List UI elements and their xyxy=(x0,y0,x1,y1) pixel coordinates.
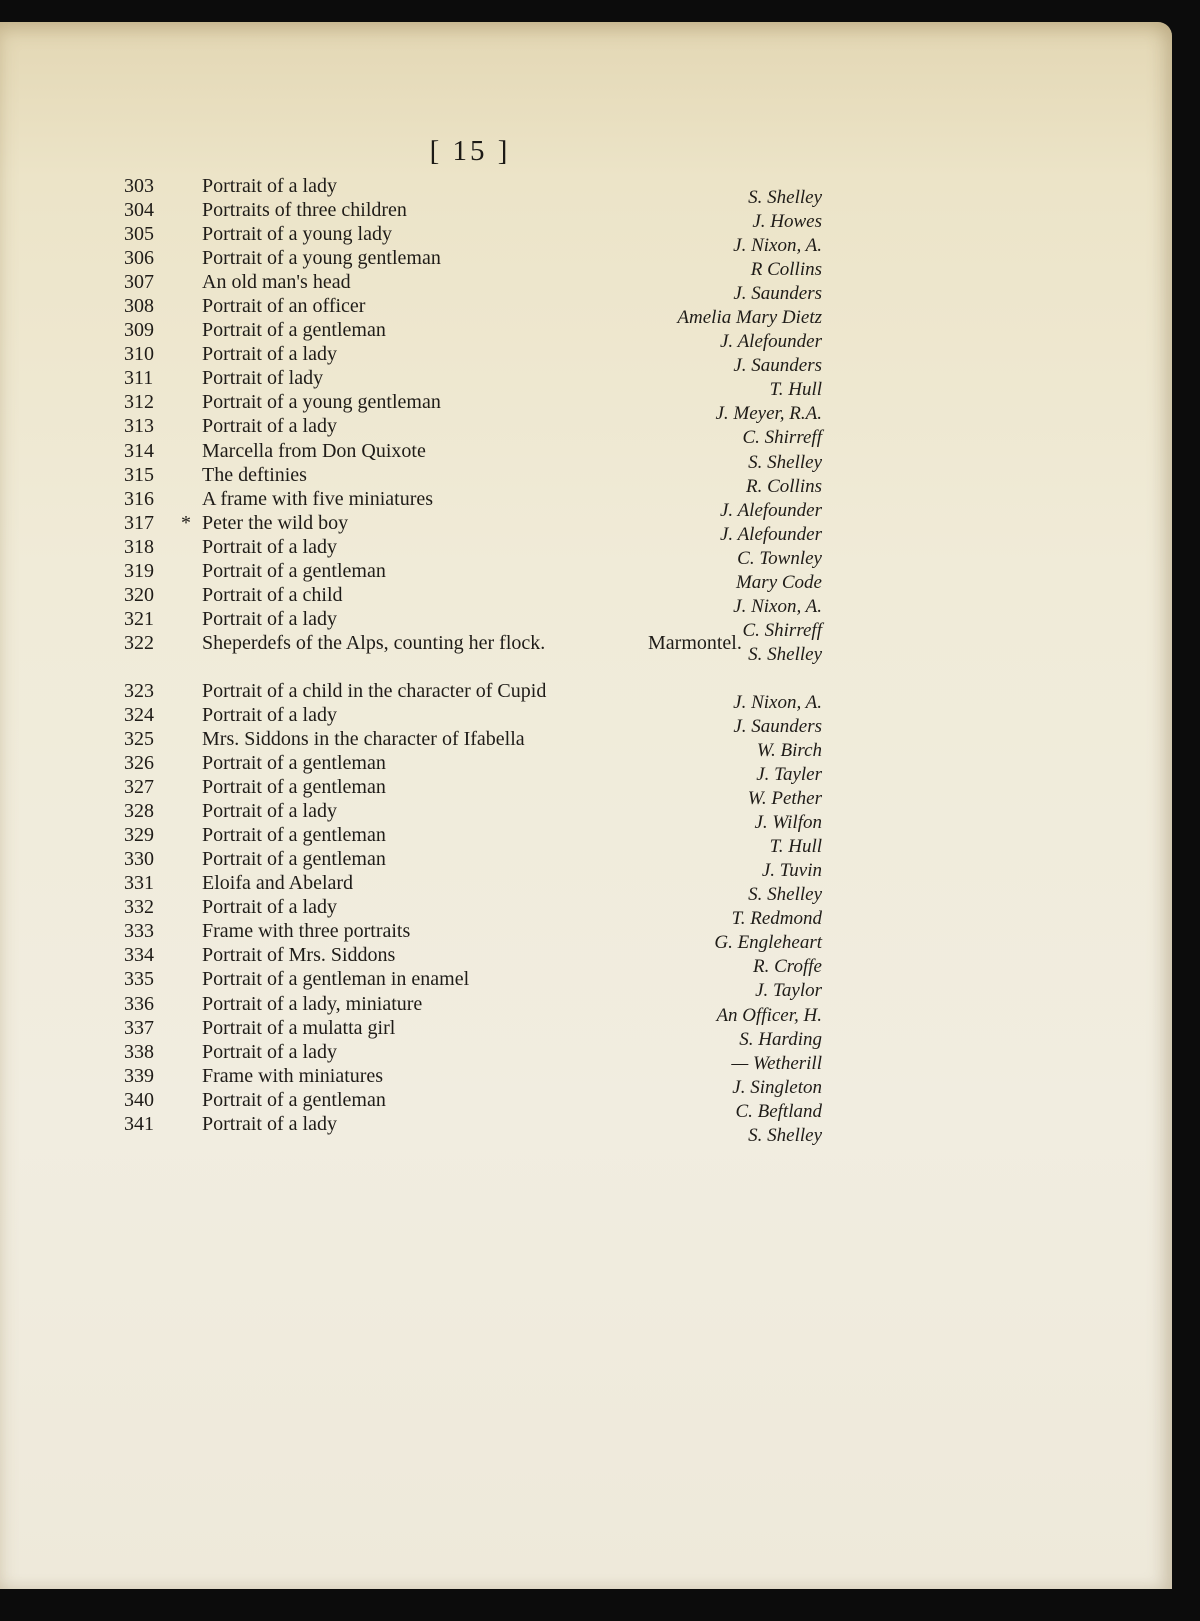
catalogue-entry xyxy=(0,318,1172,353)
catalogue-entry xyxy=(0,511,1172,545)
catalogue-entry xyxy=(0,535,1172,569)
catalogue-entry xyxy=(0,439,1172,473)
entry-number: 327 xyxy=(124,776,154,799)
entry-artist: R Collins xyxy=(750,259,822,281)
entry-title: Portrait of a lady xyxy=(202,896,337,919)
catalogue-entry xyxy=(0,1040,1172,1074)
entry-artist: C. Beftland xyxy=(735,1100,822,1122)
entry-title: Portrait of a gentleman xyxy=(202,559,386,582)
entry-artist: W. Pether xyxy=(747,788,822,810)
entry-artist: S. Shelley xyxy=(748,643,822,665)
entry-title: Portrait of a lady xyxy=(202,1112,337,1135)
entry-artist: An Officer, H. xyxy=(716,1004,822,1026)
page-number: [ 15 ] xyxy=(429,135,511,167)
entry-artist: T. Hull xyxy=(769,836,822,858)
entry-number: 336 xyxy=(124,992,154,1015)
entry-number: 311 xyxy=(124,367,154,390)
entry-artist: — Wetherill xyxy=(731,1052,822,1074)
entry-artist: J. Alefounder xyxy=(719,523,822,545)
entry-artist: J. Saunders xyxy=(733,283,822,305)
entry-artist: J. Saunders xyxy=(733,355,822,377)
entry-artist: J. Tuvin xyxy=(761,860,822,882)
entry-artist: S. Harding xyxy=(739,1028,822,1050)
entry-title: The deftinies xyxy=(202,463,307,486)
entry-artist: C. Shirreff xyxy=(742,427,822,449)
catalogue-entry xyxy=(0,871,1172,906)
entry-artist: T. Hull xyxy=(769,379,822,401)
entry-artist: C. Townley xyxy=(737,547,822,569)
entry-title: Portrait of an officer xyxy=(202,295,366,318)
catalogue-entry xyxy=(0,1016,1172,1050)
entry-title: Portrait of a lady xyxy=(202,535,337,558)
entry-title: Portrait of Mrs. Siddons xyxy=(202,944,396,967)
entry-number: 317 xyxy=(124,511,154,534)
entry-number: 321 xyxy=(124,607,154,630)
catalogue-entry xyxy=(0,727,1172,761)
entry-title: Sheperdefs of the Alps, counting her flock. xyxy=(202,631,546,654)
catalogue-entry xyxy=(0,583,1172,617)
entry-number: 315 xyxy=(124,463,154,486)
entry-artist: G. Engleheart xyxy=(714,932,822,954)
entry-title: Portrait of a mulatta girl xyxy=(202,1016,396,1039)
entry-number: 326 xyxy=(124,752,154,775)
entry-title: Portrait of a lady xyxy=(202,1040,337,1063)
entry-number: 337 xyxy=(124,1016,154,1039)
catalogue-entry xyxy=(0,294,1172,329)
entry-number: 329 xyxy=(124,824,154,847)
entry-number: 308 xyxy=(124,295,154,318)
catalogue-entry xyxy=(0,463,1172,497)
entry-title: A frame with five miniatures xyxy=(202,487,434,510)
catalogue-entry xyxy=(0,847,1172,882)
entry-title: Portrait of a young gentleman xyxy=(202,391,441,414)
catalogue-entries xyxy=(0,174,1172,1146)
entry-number: 309 xyxy=(124,319,154,342)
entry-note: Marmontel. xyxy=(648,631,742,654)
entry-number: 334 xyxy=(124,944,154,967)
entry-title: Peter the wild boy xyxy=(202,511,349,534)
catalogue-entry xyxy=(0,631,1172,679)
catalogue-entry xyxy=(0,414,1172,449)
entry-number: 316 xyxy=(124,487,154,510)
entry-title: An old man's head xyxy=(202,271,351,294)
entry-artist: J. Tayler xyxy=(756,764,822,786)
entry-title: Portrait of a lady xyxy=(202,415,337,438)
entry-number: 333 xyxy=(124,920,154,943)
entry-artist: R. Croffe xyxy=(753,956,822,978)
entry-number: 328 xyxy=(124,800,154,823)
catalogue-entry xyxy=(0,1112,1172,1146)
entry-artist: J. Saunders xyxy=(733,715,822,737)
entry-number: 320 xyxy=(124,583,154,606)
catalogue-entry xyxy=(0,390,1172,425)
entry-number: 340 xyxy=(124,1088,154,1111)
entry-number: 304 xyxy=(124,199,154,222)
entry-number: 325 xyxy=(124,727,154,750)
entry-title: Portrait of a gentleman xyxy=(202,319,386,342)
entry-title: Portrait of lady xyxy=(202,367,324,390)
entry-number: 313 xyxy=(124,415,154,438)
entry-number: 305 xyxy=(124,223,154,246)
entry-number: 319 xyxy=(124,559,154,582)
entry-artist: S. Shelley xyxy=(748,187,822,208)
entry-number: 318 xyxy=(124,535,154,558)
entry-artist: J. Howes xyxy=(752,211,822,233)
entry-number: 323 xyxy=(124,679,154,702)
entry-artist: J. Nixon, A. xyxy=(733,595,822,617)
entry-artist: S. Shelley xyxy=(748,884,822,906)
entry-artist: J. Alefounder xyxy=(719,331,822,353)
entry-artist: J. Wilfon xyxy=(754,812,822,834)
entry-number: 306 xyxy=(124,247,154,270)
entry-artist: Amelia Mary Dietz xyxy=(677,307,822,329)
entry-title: Portrait of a gentleman xyxy=(202,1088,386,1111)
entry-number: 310 xyxy=(124,343,154,366)
entry-number: 324 xyxy=(124,703,154,726)
catalogue-entry xyxy=(0,919,1172,954)
entry-title: Portrait of a gentleman xyxy=(202,752,386,775)
entry-title: Portrait of a lady, miniature xyxy=(202,992,423,1015)
catalogue-page xyxy=(0,22,1172,1589)
entry-artist: T. Redmond xyxy=(731,908,822,930)
catalogue-entry xyxy=(0,775,1172,810)
entry-number: 330 xyxy=(124,848,154,871)
entry-number: 335 xyxy=(124,968,154,991)
entry-number: 331 xyxy=(124,872,154,895)
catalogue-entry xyxy=(0,751,1172,786)
entry-title: Portrait of a lady xyxy=(202,607,337,630)
catalogue-entry xyxy=(0,967,1172,1002)
catalogue-entry xyxy=(0,943,1172,978)
entry-artist: J. Nixon, A. xyxy=(733,235,822,257)
entry-title: Portrait of a lady xyxy=(202,703,337,726)
entry-title: Frame with miniatures xyxy=(202,1064,384,1087)
entry-number: 307 xyxy=(124,271,154,294)
entry-title: Portrait of a lady xyxy=(202,343,337,366)
entry-title: Portrait of a gentleman xyxy=(202,848,386,871)
entry-number: 322 xyxy=(124,631,154,654)
entry-title: Portrait of a lady xyxy=(202,800,337,823)
entry-number: 338 xyxy=(124,1040,154,1063)
entry-number: 341 xyxy=(124,1112,154,1135)
catalogue-entry xyxy=(0,198,1172,233)
entry-artist: J. Singleton xyxy=(732,1076,822,1098)
entry-title: Portrait of a young gentleman xyxy=(202,247,441,270)
entry-title: Marcella from Don Quixote xyxy=(202,439,426,462)
entry-artist: J. Taylor xyxy=(755,980,822,1002)
entry-title: Portrait of a child xyxy=(202,583,343,606)
catalogue-entry xyxy=(0,1088,1172,1122)
entry-artist: S. Shelley xyxy=(748,1124,822,1146)
entry-artist: C. Shirreff xyxy=(742,619,822,641)
entry-title: Portrait of a child in the character of Cupid xyxy=(202,679,547,702)
entry-star: * xyxy=(181,511,191,534)
entry-artist: J. Alefounder xyxy=(719,499,822,521)
catalogue-entry xyxy=(0,895,1172,930)
entry-artist: R. Collins xyxy=(745,475,822,497)
entry-artist: J. Nixon, A. xyxy=(733,691,822,713)
catalogue-entry xyxy=(0,222,1172,257)
entry-title: Frame with three portraits xyxy=(202,920,411,943)
entry-title: Portrait of a gentleman in enamel xyxy=(202,968,470,991)
entry-artist: Mary Code xyxy=(735,571,822,593)
catalogue-entry xyxy=(0,270,1172,305)
entry-title: Portrait of a young lady xyxy=(202,223,392,246)
entry-title: Portrait of a gentleman xyxy=(202,776,386,799)
catalogue-entry xyxy=(0,174,1172,208)
catalogue-entry xyxy=(0,799,1172,834)
entry-number: 312 xyxy=(124,391,154,414)
entry-artist: W. Birch xyxy=(756,739,822,761)
catalogue-entry xyxy=(0,823,1172,858)
catalogue-entry xyxy=(0,703,1172,737)
entry-title: Portrait of a gentleman xyxy=(202,824,386,847)
entry-title: Mrs. Siddons in the character of Ifabella xyxy=(202,727,525,750)
catalogue-entry xyxy=(0,559,1172,593)
entry-number: 332 xyxy=(124,896,154,919)
entry-artist: J. Meyer, R.A. xyxy=(715,403,822,425)
catalogue-entry xyxy=(0,679,1172,713)
catalogue-entry xyxy=(0,992,1172,1026)
entry-title: Portraits of three children xyxy=(202,199,407,222)
catalogue-entry xyxy=(0,487,1172,521)
entry-artist: S. Shelley xyxy=(748,451,822,473)
catalogue-entry xyxy=(0,342,1172,377)
entry-title: Portrait of a lady xyxy=(202,175,337,197)
entry-title: Eloifa and Abelard xyxy=(202,872,354,895)
catalogue-entry xyxy=(0,607,1172,641)
entry-number: 339 xyxy=(124,1064,154,1087)
catalogue-entry xyxy=(0,366,1172,401)
catalogue-entry xyxy=(0,1064,1172,1098)
entry-number: 303 xyxy=(124,175,154,197)
catalogue-entry xyxy=(0,246,1172,281)
entry-number: 314 xyxy=(124,439,154,462)
